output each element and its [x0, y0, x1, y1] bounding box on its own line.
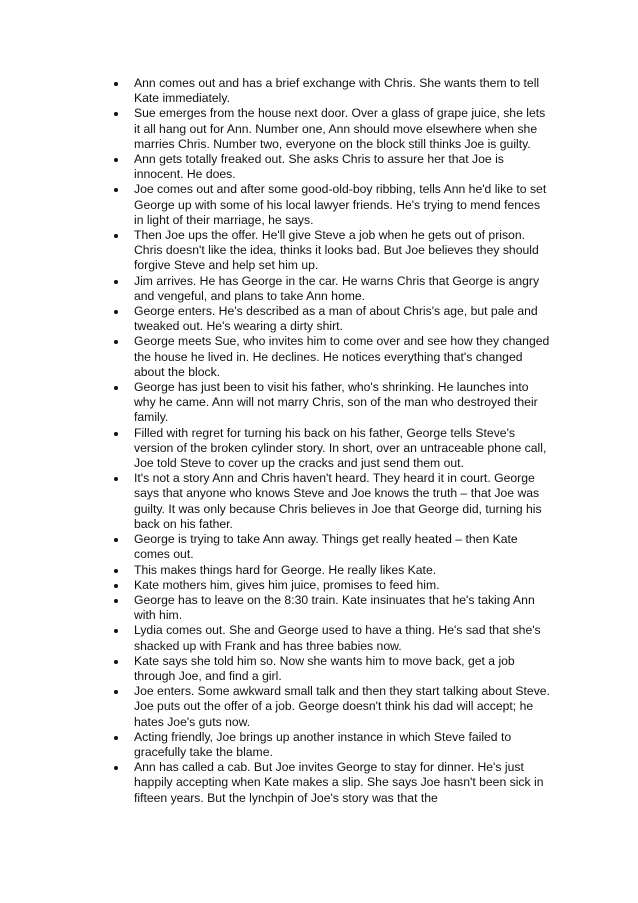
list-item-text: Filled with regret for turning his back on his father, George tells Steve's version of the broken cylinder story. In short, over an untraceable phone call, Joe told Steve to cover up the cracks and just send them out. [134, 425, 547, 471]
list-item [114, 304, 550, 334]
list-item [114, 578, 550, 593]
list-item-text: Lydia comes out. She and George used to have a thing. He's sad that she's shacked up with Frank and has three babies now. [134, 623, 541, 653]
bullet-icon [114, 690, 118, 694]
list-item-text: Kate says she told him so. Now she wants him to move back, get a job through Joe, and find a girl. [134, 653, 515, 683]
list-item [114, 623, 550, 653]
list-item-text: George is trying to take Ann away. Things get really heated – then Kate comes out. [134, 532, 518, 562]
bullet-icon [114, 82, 118, 86]
list-item-text: George meets Sue, who invites him to come over and see how they changed the house he lived in. He declines. He notices everything that's changed about the block. [134, 334, 550, 379]
list-item-text: Then Joe ups the offer. He'll give Steve a job when he gets out of prison. Chris doesn't like the idea, thinks it looks bad. But Joe believes they should forgive Steve and help set him up. [134, 228, 539, 273]
bullet-icon [114, 477, 118, 481]
bullet-icon [114, 584, 118, 588]
bullet-icon [114, 538, 118, 542]
list-item-text: This makes things hard for George. He really likes Kate. [134, 562, 437, 577]
bullet-icon [114, 158, 118, 162]
bullet-icon [114, 280, 118, 284]
list-item [114, 228, 550, 274]
list-item-text: George enters. He's described as a man of about Chris's age, but pale and tweaked out. He's wearing a dirty shirt. [134, 304, 538, 334]
bullet-icon [114, 599, 118, 603]
list-item [114, 334, 550, 380]
list-item [114, 76, 550, 106]
list-item [114, 426, 550, 472]
bullet-icon [114, 188, 118, 192]
list-item-text: Jim arrives. He has George in the car. He warns Chris that George is angry and vengeful, and plans to take Ann home. [134, 273, 540, 303]
list-item [114, 106, 550, 152]
list-item-text: Sue emerges from the house next door. Over a glass of grape juice, she lets it all hang out for Ann. Number one, Ann should move elsewhere when she marries Chris. Number two, everyone on the block still thinks Joe is guilty. [134, 106, 546, 151]
list-item [114, 471, 550, 532]
list-item-text: Kate mothers him, gives him juice, promises to feed him. [134, 577, 440, 592]
bullet-icon [114, 629, 118, 633]
list-item [114, 380, 550, 426]
list-item [114, 563, 550, 578]
list-item [114, 182, 550, 228]
bullet-list [114, 76, 550, 806]
list-item [114, 684, 550, 730]
list-item [114, 760, 550, 806]
bullet-icon [114, 310, 118, 314]
list-item-text: Acting friendly, Joe brings up another instance in which Steve failed to gracefully take the blame. [134, 729, 512, 759]
list-item-text: Ann gets totally freaked out. She asks Chris to assure her that Joe is innocent. He does. [134, 152, 504, 182]
bullet-icon [114, 386, 118, 390]
bullet-icon [114, 432, 118, 436]
bullet-icon [114, 112, 118, 116]
list-item [114, 654, 550, 684]
bullet-icon [114, 736, 118, 740]
list-item-text: George has to leave on the 8:30 train. Kate insinuates that he's taking Ann with him. [134, 592, 535, 623]
list-item [114, 532, 550, 562]
list-item-text: Ann has called a cab. But Joe invites George to stay for dinner. He's just happily accepting when Kate makes a slip. She says Joe hasn't been sick in fifteen years. But the lynchpin of Joe's story was that the [134, 760, 544, 805]
bullet-icon [114, 766, 118, 770]
list-item [114, 730, 550, 760]
list-item-text: It's not a story Ann and Chris haven't heard. They heard it in court. George says that anyone who knows Steve and Joe knows the truth – that Joe was guilty. It was only because Chris believes in Joe that George did, turning his back on his father. [134, 471, 542, 531]
bullet-icon [114, 660, 118, 664]
bullet-icon [114, 340, 118, 344]
list-item-text: Ann comes out and has a brief exchange with Chris. She wants them to tell Kate immediately. [134, 76, 540, 106]
list-item-text: Joe comes out and after some good-old-boy ribbing, tells Ann he'd like to set George up with some of his local lawyer friends. He's trying to mend fences in light of their marriage, he says. [134, 182, 547, 227]
bullet-icon [114, 569, 118, 573]
list-item [114, 593, 550, 623]
list-item-text: George has just been to visit his father, who's shrinking. He launches into why he came. Ann will not marry Chris, son of the man who destroyed their family. [134, 380, 538, 425]
list-item [114, 152, 550, 182]
list-item-text: Joe enters. Some awkward small talk and then they start talking about Steve. Joe puts out the offer of a job. George doesn't think his dad will accept; he hates Joe's guts now. [134, 684, 550, 729]
bullet-icon [114, 234, 118, 238]
list-item [114, 274, 550, 304]
